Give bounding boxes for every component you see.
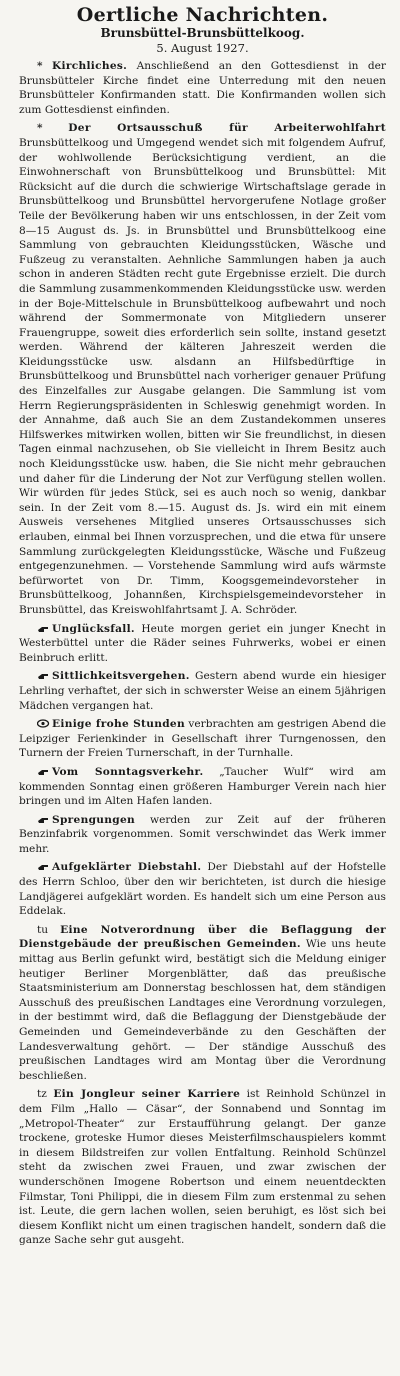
article-sittlichkeitsvergehen [19, 669, 386, 713]
article-heading: Aufgeklärter Diebstahl. [52, 861, 202, 874]
article-heading: Eine Notverordnung über die Beflaggung der Dienstgebäude der preußischen Gemeinden. [19, 923, 386, 951]
article-body: Anschließend an den Gottesdienst in der Brunsbütteler Kirche findet eine Unterredung mit den neuen Brunsbütteler Konfirmanden statt. Die Konfirmanden wollen sich zum Gottesdienst einfinden. [19, 60, 386, 116]
article-body: Der Diebstahl auf der Hofstelle des Herrn Schloo, über den wir berichteten, ist durch die hiesige Landjägerei aufgeklärt worden. Es handelt sich um eine Person aus Eddelak. [19, 861, 386, 918]
article-heading: Unglücksfall. [52, 622, 135, 635]
article-heading: Vom Sonntagsverkehr. [52, 765, 204, 778]
article-marker: * [37, 122, 43, 135]
article-heading: Sprengungen [52, 813, 136, 826]
article-marker: * [37, 60, 43, 72]
eye-ornament-icon [37, 719, 50, 728]
article-frohe-stunden [19, 717, 386, 761]
pointing-hand-icon [37, 815, 50, 824]
pointing-hand-icon [37, 671, 50, 680]
article-body: ist Reinhold Schünzel in dem Film „Hallo — Cäsar“, der Sonnabend und Sonntag im „Metropol-Theater“ zur Erstaufführung gelangt. Der ganze trockene, groteske Humor dieses Meisterfilmschauspielers kommt in diesem Bildstreifen zur vollen Entfaltung. Reinhold Schünzel steht da zwischen zwei Frauen, und zwar zwischen der wunderschönen Imogene Robertson und einem neuentdeckten Filmstar, Toni Philippi, die in diesem Film zum erstenmal zu sehen ist. Leute, die gern lachen wollen, seien beruhigt, es löst sich bei diesem Konflikt nicht um einen tragischen handelt, sondern daß die ganze Sache sehr gut ausgeht. [19, 1088, 386, 1247]
article-diebstahl [19, 860, 386, 918]
pointing-hand-icon [37, 624, 50, 633]
article-arbeiterwohlfahrt [19, 121, 386, 617]
article-jongleur [19, 1087, 386, 1248]
article-heading: Sittlichkeitsvergehen. [52, 670, 190, 683]
article-body: verbrachten am gestrigen Abend die Leipziger Ferienkinder in Gesellschaft ihrer Turngenossen, den Turnern der Freien Turnerschaft, in der Turnhalle. [19, 718, 386, 760]
article-sprengungen [19, 813, 386, 857]
section-title: Oertliche Nachrichten. [76, 4, 329, 26]
article-ungluecksfall [19, 622, 386, 666]
article-body: Wie uns heute mittag aus Berlin gefunkt wird, bestätigt sich die Meldung einiger heutiger Berliner Morgenblätter, daß das preußische Staatsministerium am Donnerstag beschlossen hat, dem ständigen Ausschuß des preußischen Landtages eine Verordnung vorzulegen, in der bestimmt wird, daß die Beflaggung der Dienstgebäude der Gemeinden und Gemeindeverbände zu den Geschäften der Landesverwaltung gehört. — Der ständige Ausschuß des preußischen Landtages wird am Montag über die Verordnung beschließen. [19, 938, 386, 1082]
article-kirchliches [19, 59, 386, 117]
article-body: „Taucher Wulf“ wird am kommenden Sonntag einen größeren Hamburger Verein nach hier bringen und im Alten Hafen landen. [19, 765, 387, 808]
article-notverordnung [19, 923, 386, 1084]
article-sonntagsverkehr [19, 765, 386, 809]
article-heading: Ein Jongleur seiner Karriere [53, 1088, 241, 1101]
article-body: Heute morgen geriet ein junger Knecht in Westerbüttel unter die Räder seines Fuhrwerks, wobei er einen Beinbruch erlitt. [19, 622, 386, 664]
article-marker: tu [37, 923, 49, 936]
article-marker: tz [37, 1088, 47, 1101]
pointing-hand-icon [37, 767, 50, 776]
article-body: werden zur Zeit auf der früheren Benzinfabrik vorgenommen. Somit verschwindet das Werk immer mehr. [19, 813, 386, 855]
section-subtitle: Brunsbüttel-Brunsbüttelkoog. [100, 26, 305, 40]
article-heading: Der Ortsausschuß für Arbeiterwohlfahrt [68, 122, 386, 135]
dateline: 5. August 1927. [156, 41, 249, 55]
article-body: Brunsbüttelkoog und Umgegend wendet sich mit folgendem Aufruf, der wohlwollende Berücksichtigung verdient, an die Einwohnerschaft von Brunsbüttelkoog und Brunsbüttel: Mit Rücksicht auf die durch die schwierige Wirtschaftslage gerade in Brunsbüttelkoog und Brunsbüttel hervorgerufene Notlage großer Teile der Bevölkerung haben wir uns entschlossen, in der Zeit vom 8—15 August ds. Js. in Brunsbüttel und Brunsbüttelkoog eine Sammlung von gebrauchten Kleidungsstücken, Wäsche und Fußzeug zu veranstalten. Aehnliche Sammlungen haben ja auch schon in anderen Städten recht gute Ergebnisse erzielt. Die durch die Sammlung zusammenkommenden Kleidungsstücke usw. werden in der Boje-Mittelschule in Brunsbüttelkoog aufbewahrt und noch während der Sommermonate von Mitgliedern unserer Frauengruppe, soweit dies erforderlich sein sollte, instand gesetzt werden. Während der kälteren Jahreszeit werden die Kleidungsstücke usw. alsdann an Hilfsbedürftige in Brunsbüttelkoog und Brunsbüttel nach vorheriger genauer Prüfung des Einzelfalles zur Ausgabe gelangen. Die Sammlung ist vom Herrn Regierungspräsidenten in Schleswig genehmigt worden. In der Annahme, daß auch Sie an dem Zustandekommen unseres Hilfswerkes mitwirken wollen, bitten wir Sie freundlichst, in diesen Tagen einmal nachzusehen, ob Sie vielleicht in Ihrem Besitz auch noch Kleidungsstücke usw. haben, die Sie nicht mehr gebrauchen und daher für die Linderung der Not zur Verfügung stellen wollen. Wir würden für jedes Stück, sei es auch noch so wenig, dankbar sein. In der Zeit vom 8.—15. August ds. Js. wird ein mit einem Ausweis versehenes Mitglied unseres Ortsausschusses sich erlauben, einmal bei Ihnen vorzusprechen, und die etwa für unsere Sammlung zurückgelegten Kleidungsstücke, Wäsche und Fußzeug entgegenzunehmen. — Vorstehende Sammlung wird aufs wärmste befürwortet von Dr. Timm, Koogsgemeindevorsteher in Brunsbüttelkoog, Johannßen, Kirchspielsgemeindevorsteher in Brunsbüttel, das Kreiswohlfahrtsamt J. A. Schröder. [19, 136, 386, 616]
article-heading: Einige frohe Stunden [52, 718, 185, 731]
article-body: Gestern abend wurde ein hiesiger Lehrling verhaftet, der sich in schwerster Weise an einem 5jährigen Mädchen vergangen hat. [19, 670, 386, 712]
article-heading: Kirchliches. [52, 60, 128, 72]
pointing-hand-icon [37, 862, 50, 871]
